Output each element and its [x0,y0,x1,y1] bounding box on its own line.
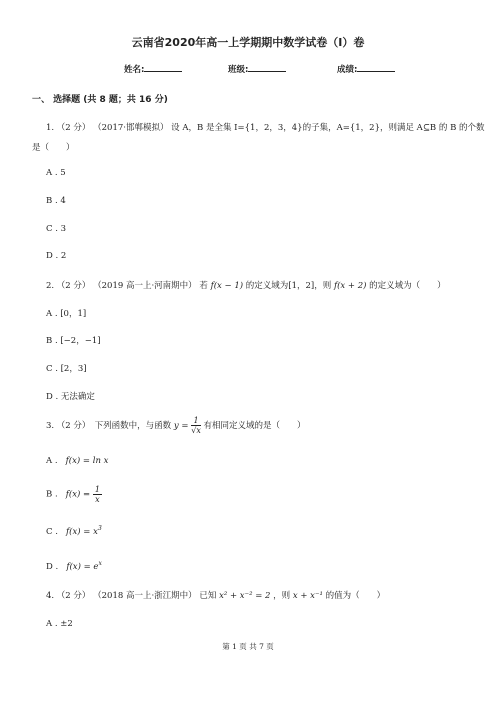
option-label: C . [46,526,58,537]
option-d-exp: x [98,560,102,567]
question-2-suffix: 的定义域为（ ） [369,281,446,291]
question-3-option-b [46,485,102,504]
question-3-option-a [46,456,108,466]
option-label: B . [46,489,58,500]
section-heading: 一、 选择题 (共 8 题；共 16 分) [32,95,168,105]
option-b-fraction [93,485,102,504]
score-field [337,63,395,75]
question-3-fraction [191,416,201,435]
name-blank [144,64,182,72]
question-4-suffix: 的值为（ ） [325,591,386,601]
question-3-option-d [46,560,102,572]
question-1-option-d: D . 2 [46,251,67,261]
question-4-option-a: A . ±2 [46,619,73,629]
question-3-frac-num: 1 [191,416,201,426]
question-1-option-c: C . 3 [46,224,67,234]
option-c-base: f(x) = x [66,526,98,537]
question-3-prefix: 3. （2 分） 下列函数中，与函数 [46,421,172,431]
name-label: 姓名: [124,65,145,75]
option-label: A . [46,456,58,466]
question-2-expr2: f(x + 2) [333,281,367,291]
question-3-y: y = [173,421,189,431]
class-field [228,63,286,75]
question-2-option-b: B . [−2，−1] [46,336,101,346]
question-4-mid: ，则 [273,591,291,601]
question-2-prefix: 2. （2 分） （2019 高一上·河南期中） 若 [46,281,208,291]
option-b-lhs: f(x) = [65,489,91,500]
question-2-expr1: f(x − 1) [210,281,244,291]
question-1-text: 1. （2 分） （2017·邯郸模拟） 设 A，B 是全集 I={1，2，3，4}的子集，A={1，2}，则满足 A⊆B 的 B 的个数 [46,123,485,133]
option-c-exp: 3 [97,525,102,532]
question-3-suffix: 有相同定义域的是（ ） [203,421,306,431]
question-1-text-cont: 是（ ） [32,143,75,153]
score-label: 成绩: [337,65,358,75]
question-4-expr2: x + x⁻¹ [292,591,323,601]
question-2-option-a: A . [0，1] [46,309,87,319]
question-4-prefix: 4. （2 分） （2018 高一上·浙江期中） 已知 [46,591,217,601]
question-4-text [46,589,385,601]
option-b-den: x [95,495,100,504]
page-footer: 第 1 页 共 7 页 [222,642,274,651]
question-3-option-c [46,525,102,537]
question-2-option-d: D . 无法确定 [46,392,95,402]
question-1-option-b: B . 4 [46,196,66,206]
question-2-mid: 的定义域为[1，2]，则 [245,281,332,291]
question-1-option-a: A . 5 [46,168,66,178]
question-3-frac-den: √x [191,426,201,435]
score-blank [357,64,395,72]
question-4-expr1: x² + x⁻² = 2 [219,591,271,601]
option-a-expr: f(x) = ln x [65,456,109,466]
question-3-text [46,416,306,435]
option-label: D . [46,561,59,572]
class-label: 班级: [228,65,249,75]
option-b-num: 1 [94,485,100,494]
name-field [124,63,182,75]
class-blank [248,64,286,72]
option-d-base: f(x) = e [66,561,99,572]
page-title: 云南省2020年高一上学期期中数学试卷（I）卷 [131,36,365,49]
question-2-option-c: C . [2，3] [46,364,87,374]
question-2-text [46,279,446,291]
